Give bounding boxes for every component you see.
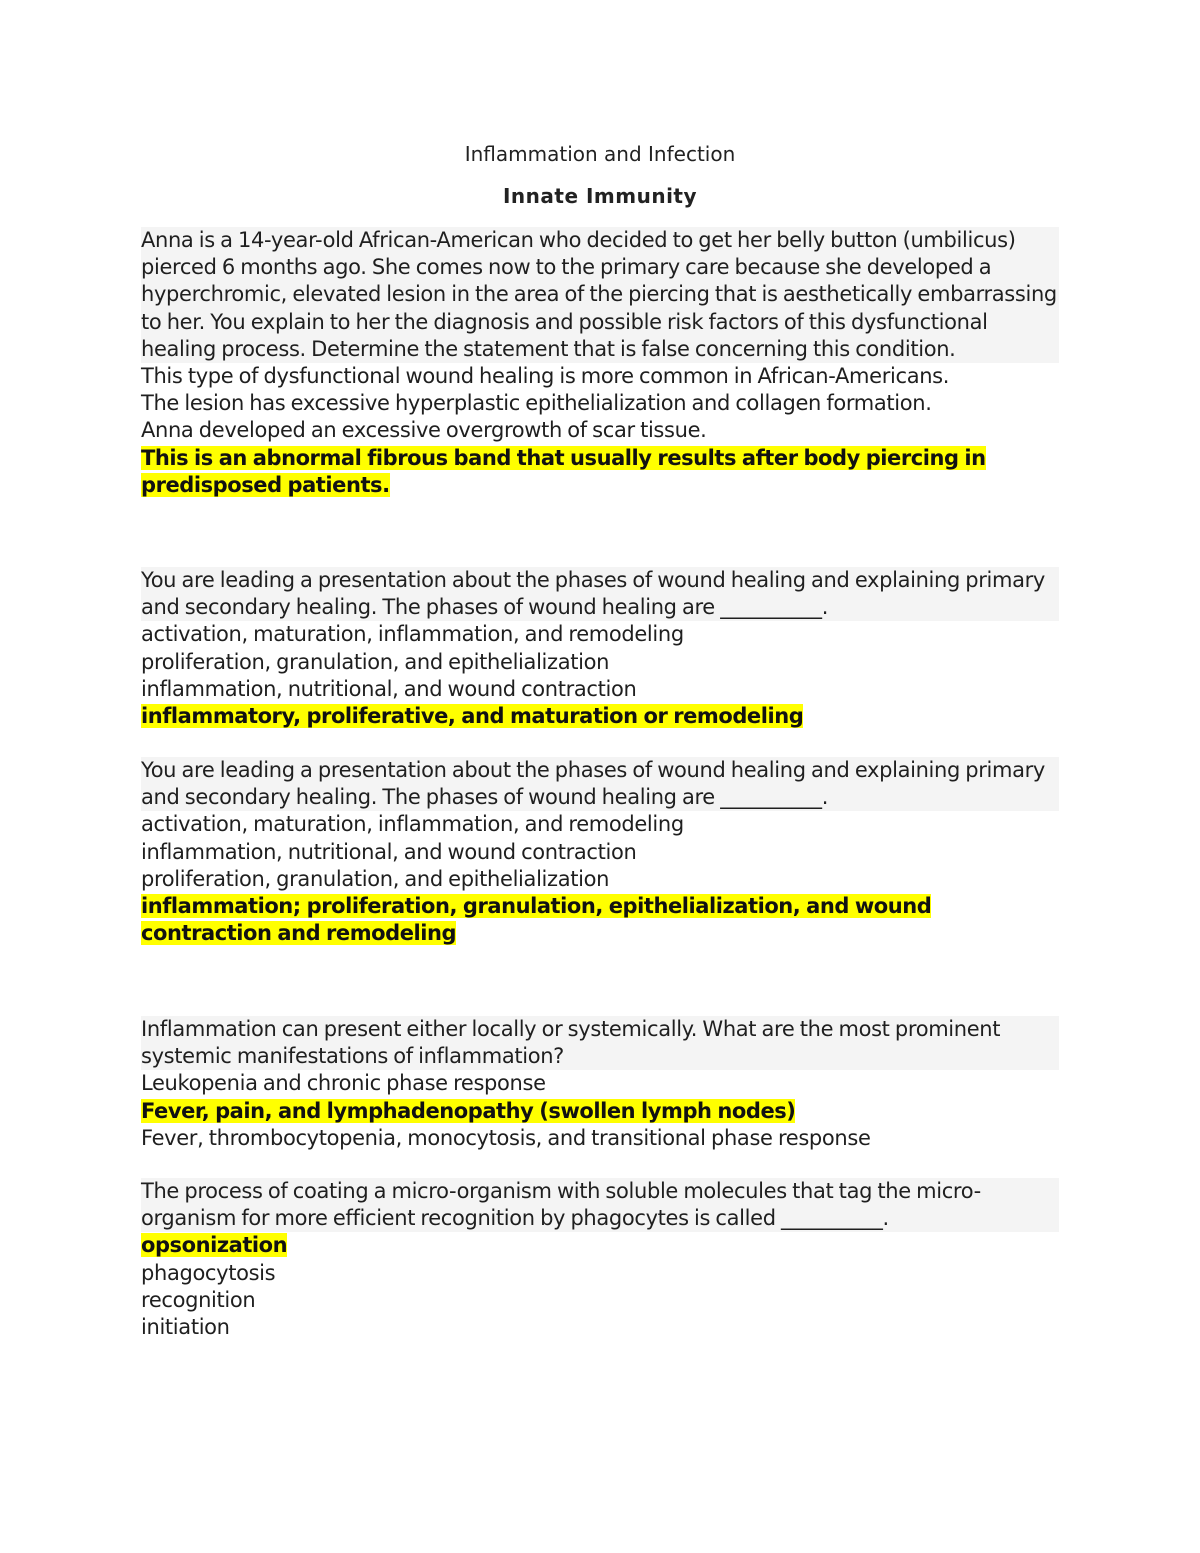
question-stem: The process of coating a micro-organism with soluble molecules that tag the micro-organism for more efficient recognition by phagocytes is called __________.: [141, 1178, 1059, 1232]
answer-option: Fever, thrombocytopenia, monocytosis, and transitional phase response: [141, 1125, 871, 1150]
answer-option: inflammation, nutritional, and wound contraction: [141, 676, 637, 701]
answer-option: activation, maturation, inflammation, and remodeling: [141, 812, 684, 837]
question-5: [141, 1178, 1059, 1341]
question-stem: Anna is a 14-year-old African-American who decided to get her belly button (umbilicus) pierced 6 months ago. She comes now to the primary care because she developed a hyperchromic, elevated lesion in the area of the piercing that is aesthetically embarrassing to her. You explain to her the diagnosis and possible risk factors of this dysfunctional healing process. Determine the statement that is false concerning this condition.: [141, 227, 1059, 363]
question-1: [141, 227, 1059, 499]
question-stem: Inflammation can present either locally or systemically. What are the most prominent systemic manifestations of inflammation?: [141, 1016, 1059, 1070]
correct-answer: opsonization: [141, 1233, 288, 1258]
answer-option: initiation: [141, 1315, 230, 1340]
question-stem: You are leading a presentation about the phases of wound healing and explaining primary and secondary healing. The phases of wound healing are __________.: [141, 757, 1059, 811]
answer-option: phagocytosis: [141, 1260, 276, 1285]
document-subtitle: Innate Immunity: [502, 184, 698, 208]
answer-option: activation, maturation, inflammation, and remodeling: [141, 622, 684, 647]
answer-option: recognition: [141, 1287, 256, 1312]
document-title: Inflammation and Infection: [464, 142, 736, 166]
correct-answer: inflammatory, proliferative, and maturation or remodeling: [141, 704, 804, 729]
answer-option: inflammation, nutritional, and wound contraction: [141, 839, 637, 864]
question-2: [141, 567, 1059, 730]
correct-answer: inflammation; proliferation, granulation, epithelialization, and wound contraction and remodeling: [141, 894, 932, 946]
question-4: [141, 1016, 1059, 1152]
answer-option: proliferation, granulation, and epithelialization: [141, 866, 610, 891]
answer-option: This type of dysfunctional wound healing is more common in African-Americans.: [141, 364, 950, 389]
question-stem: You are leading a presentation about the phases of wound healing and explaining primary and secondary healing. The phases of wound healing are __________.: [141, 567, 1059, 621]
correct-answer: This is an abnormal fibrous band that usually results after body piercing in predisposed patients.: [141, 445, 986, 497]
answer-option: Anna developed an excessive overgrowth of scar tissue.: [141, 418, 707, 443]
answer-option: The lesion has excessive hyperplastic epithelialization and collagen formation.: [141, 391, 932, 416]
answer-option: proliferation, granulation, and epithelialization: [141, 649, 610, 674]
answer-option: Leukopenia and chronic phase response: [141, 1071, 546, 1096]
correct-answer: Fever, pain, and lymphadenopathy (swollen lymph nodes): [141, 1098, 796, 1123]
question-3: [141, 757, 1059, 947]
